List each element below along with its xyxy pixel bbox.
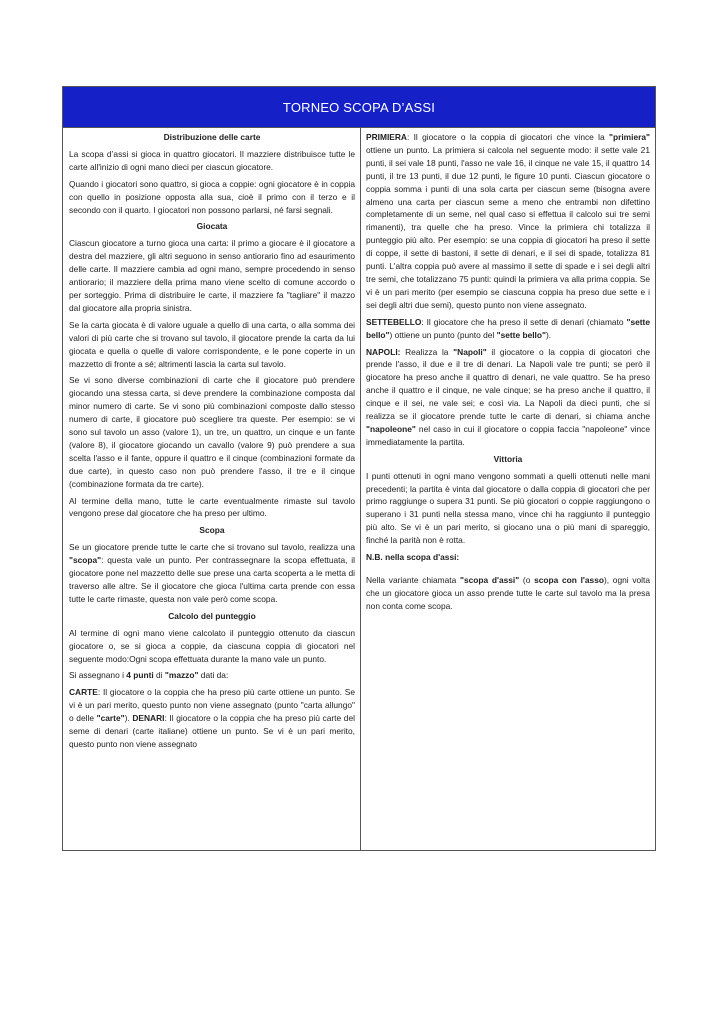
scopa-text-a: Se un giocatore prende tutte le carte che si trovano sul tavolo, realizza una — [69, 542, 355, 553]
calcolo-text-a: Si assegnano i — [69, 670, 127, 681]
denari-label: DENARI — [132, 713, 165, 724]
settebello-text-b: : Il giocatore che ha preso il sette di denari (chiamato — [421, 316, 627, 327]
heading-calcolo: Calcolo del punteggio — [168, 610, 256, 621]
paragraph-calcolo-1: Al termine di ogni mano viene calcolato il punteggio ottenuto da ciascun giocatore o, se si gioca a coppie, da ciascuna coppia di giocatori nel seguente modo:Ogni scopa effettuata durante la mano vale un punto. — [69, 627, 355, 664]
nb-term-2: scopa con l'asso — [534, 575, 604, 585]
heading-nb: N.B. nella scopa d'assi: — [366, 552, 460, 563]
primiera-text-d: ottiene un punto. La primiera si calcola nel seguente modo: il sette vale 21 punti, il sei vale 18 punti, l'asso ne vale 16, il cinque ne vale 15, il quattro 14 punti, il tre 13 punti, il due 12 punti, le figure 10 punti. Ciascun giocatore o coppia somma i punti di una sola carta per ciascun seme (bisogna avere almeno una carta per ciascun seme a meno che entrambi non difettino completamente di un seme, nel qual caso si effettua il calcolo sui tre semi rimanenti), tra quelle che ha preso. Vince la primiera chi totalizza il punteggio più alto. Per esempio: se una coppia di giocatori ha preso il sette di coppe, il sette di bastoni, il sette di denari, e il sei di spade, totalizza 81 punti. L'altra coppia può avere al massimo il sette di spade e i sei degli altri tre semi, che totalizzano 75 punti: quindi la primiera va alla prima coppia. Se vi è un pari merito (per esempio se ciascuna coppia ha preso due sette e i sei degli altri due semi), questo punto non viene assegnato. — [366, 144, 650, 310]
napoli-term: "Napoli" — [453, 346, 487, 357]
napoleone-term: "napoleone" — [366, 423, 416, 434]
heading-vittoria: Vittoria — [493, 453, 523, 464]
primiera-term: "primiera" — [609, 132, 650, 142]
napoli-text-b: Realizza la — [400, 346, 454, 357]
paragraph-carte-denari — [69, 686, 355, 751]
napoli-text-f: nel caso in cui il giocatore o coppia faccia "napoleone" vince immediatamente la partita. — [366, 423, 650, 447]
page-title: TORNEO SCOPA D’ASSI — [282, 99, 436, 115]
nb-text-e: ), ogni volta che un giocatore gioca un asso prende tutte le carte sul tavolo ma la presa non conta come scopa. — [366, 575, 651, 611]
nb-term-1: "scopa d'assi" — [459, 575, 520, 585]
paragraph-primiera — [366, 131, 650, 312]
settebello-text-f: ). — [545, 329, 552, 340]
carte-text: : Il giocatore o la coppia che ha preso più carte ottiene un punto. Se vi è un pari merito, questo punto non viene assegnato (punto "carta allungo" o delle — [69, 687, 355, 724]
paragraph-scopa — [69, 541, 355, 606]
paragraph-settebello — [366, 316, 650, 342]
carte-close: ). — [124, 713, 133, 724]
carte-label: CARTE — [69, 687, 98, 698]
settebello-term-1: "sette bello" — [366, 316, 650, 340]
paragraph-giocata-4: Al termine della mano, tutte le carte eventualmente rimaste sul tavolo vengono prese dal giocatore che ha preso per ultimo. — [69, 495, 355, 519]
paragraph-giocata-1: Ciascun giocatore a turno gioca una carta: il primo a giocare è il giocatore a destra del mazziere, gli altri seguono in senso antiorario fino ad esaurimento delle carte. Il mazziere cambia ad ogni mano, sempre procedendo in senso antiorario; il mazziere della prima mano viene scelto di comune accordo o per sorteggio. Prima di distribuire le carte, il mazziere fa "tagliare" il mazzo dal giocatore alla propria sinistra. — [69, 238, 355, 313]
scopa-text-c: : questa vale un punto. Per contrassegnare la scopa effettuata, il giocatore pone nel mazzetto delle sue prese una carta scoperta a le metta di traverso alle altre. Se il giocatore che gioca l'ultima carta prende con essa tutte le carte rimaste, questa non vale però come scopa. — [69, 555, 355, 604]
paragraph-distribuzione-1: La scopa d’assi si gioca in quattro giocatori. Il mazziere distribuisce tutte le carte all'inizio di ogni mano dieci per ciascun giocatore. — [69, 148, 355, 172]
napoli-text-d: il giocatore o la coppia di giocatori che prende l'asso, il due e il tre di denari. La Napoli vale tre punti; se però il giocatore ha preso anche il quattro di denari, ne vale quattro. Se ha preso anche il quattro e il cinque, ne vale cinque; se ha preso anche il quattro, il cinque e il sei, ne vale sei; e così via. La Napoli da dieci punti, che si realizza se il giocatore prende tutte le carte di denari, si chiama anche — [366, 346, 650, 422]
calcolo-4-punti: 4 punti — [126, 670, 154, 681]
nb-text-a: Nella variante chiamata — [366, 575, 460, 585]
settebello-label: SETTEBELLO — [366, 316, 422, 327]
paragraph-vittoria: I punti ottenuti in ogni mano vengono sommati a quelli ottenuti nelle mani precedenti; la partita è vinta dal giocatore o dalla coppia di giocatori che per primo raggiunge o supera 31 punti. Se più giocatori o coppie raggiungono o superano i 31 punti nella stessa mano, vince chi ha raggiunto il punteggio più alto. Se vi è un pari merito, si giocano una o più mani di spareggio, finché la parità non è rotta. — [366, 470, 650, 546]
napoli-label: NAPOLI: — [366, 346, 401, 357]
paragraph-distribuzione-2: Quando i giocatori sono quattro, si gioca a coppie: ogni giocatore è in coppia con quello in posizione opposta alla sua, cioè il primo con il terzo e il secondo con il quarto. I giocatori non possono parlarsi, né farsi segnali. — [69, 178, 355, 215]
paragraph-calcolo-2 — [69, 669, 355, 682]
content-columns — [63, 128, 655, 850]
paragraph-giocata-2: Se la carta giocata è di valore uguale a quello di una carta, o alla somma dei valori di più carte che si trovano sul tavolo, il giocatore prende la carta da lui giocata e quella o quelle di valore corrispondente, e le pone coperte in un mazzetto di fronte a sé; altrimenti lascia la carta sul tavolo. — [69, 319, 355, 369]
title-banner — [63, 87, 655, 128]
scopa-term: "scopa" — [69, 555, 102, 566]
settebello-text-d: ) ottiene un punto (punto del — [389, 329, 497, 340]
paragraph-nb — [366, 574, 650, 613]
paragraph-napoli — [366, 346, 650, 449]
carte-term: "carte" — [96, 713, 125, 724]
primiera-text-b: : Il giocatore o la coppia di giocatori che vince la — [406, 132, 609, 142]
left-column — [63, 128, 361, 850]
paragraph-giocata-3: Se vi sono diverse combinazioni di carte che il giocatore può prendere giocando una stessa carta, si deve prendere la combinazione composta dal minor numero di carte. Se vi sono più combinazioni composte dallo stesso numero di carte, il giocatore può scegliere tra queste. Per esempio: se vi sono sul tavolo un asso (valore 1), un tre, un quattro, un cinque e un fante (valore 8), il giocatore giocando un cavallo (valore 9) può prendere a sua scelta l'asso e il fante, oppure il quattro e il cinque (combinazioni formate da due carte), in questo caso non può prendere l'asso, il tre e il cinque (combinazione formata da tre carte). — [69, 375, 355, 489]
denari-text: : Il giocatore o la coppia che ha preso più carte del seme di denari (carte italiane) ottiene un punto. Se vi è un pari merito, questo punto non viene assegnato — [69, 713, 355, 749]
primiera-label: PRIMIERA — [366, 132, 407, 142]
rules-document — [62, 86, 656, 851]
calcolo-text-c: di — [153, 670, 165, 681]
heading-giocata: Giocata — [196, 221, 228, 232]
heading-scopa: Scopa — [199, 525, 225, 536]
calcolo-mazzo: "mazzo" — [164, 670, 199, 681]
heading-distribuzione: Distribuzione delle carte — [163, 132, 261, 142]
right-column — [361, 128, 655, 850]
nb-text-c: (o — [519, 575, 535, 585]
settebello-term-2: "sette bello" — [496, 329, 546, 340]
calcolo-text-e: dati da: — [198, 670, 229, 681]
